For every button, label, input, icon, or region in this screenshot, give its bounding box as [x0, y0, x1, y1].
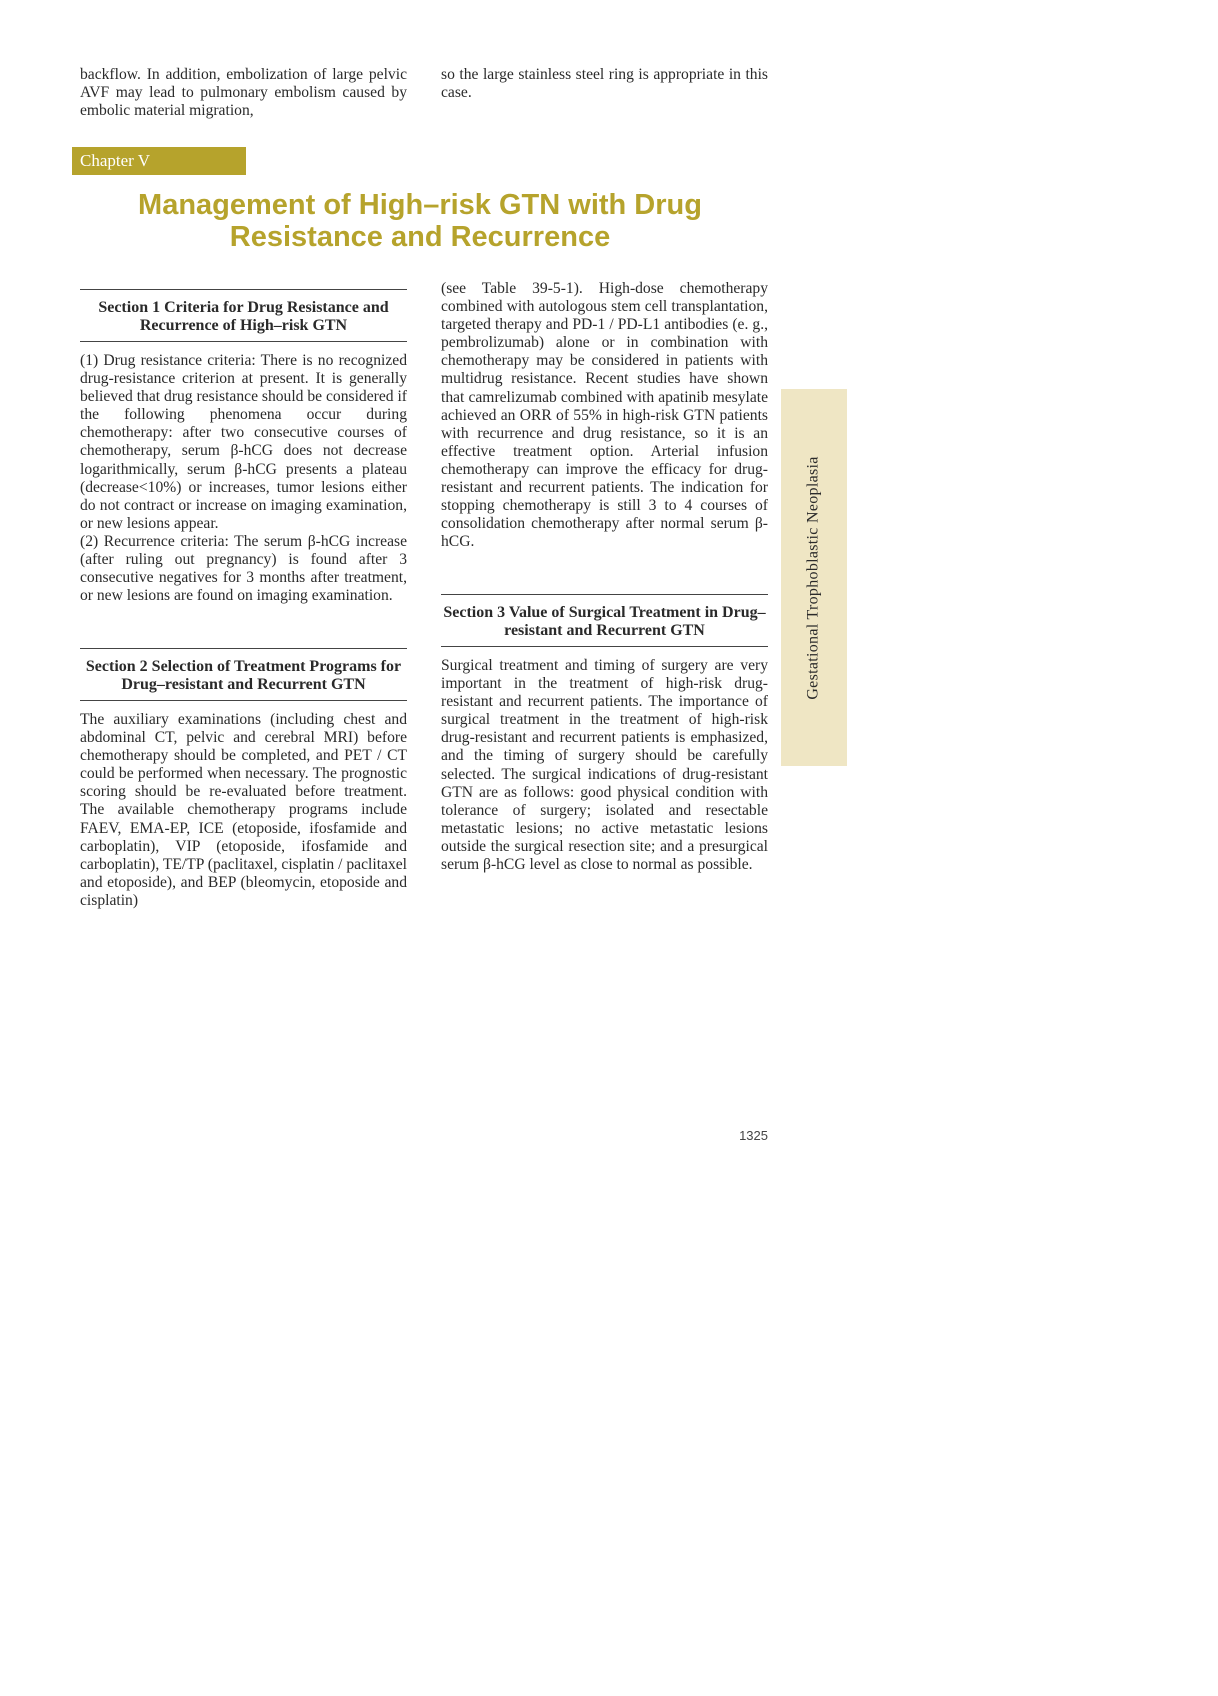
page-number: 1325: [739, 1128, 768, 1143]
section-2-paragraph: The auxiliary examinations (including chest and abdominal CT, pelvic and cerebral MRI) before chemotherapy should be completed, and PET / CT could be performed when necessary. The prognostic scoring should be re-evaluated before treatment. The available chemotherapy programs include FAEV, EMA-EP, ICE (etoposide, ifosfamide and carboplatin), VIP (etoposide, ifosfamide and carboplatin), TE/TP (paclitaxel, cisplatin / paclitaxel and etoposide), and BEP (bleomycin, etoposide and cisplatin): [80, 711, 407, 909]
section-2-heading: Section 2 Selection of Treatment Programs for Drug–resistant and Recurrent GTN: [80, 648, 407, 701]
drug-resistance-criteria-paragraph: (1) Drug resistance criteria: There is no recognized drug-resistance criterion at present. It is generally believed that drug resistance should be considered if the following phenomena occur during chemotherapy: after two consecutive courses of chemotherapy, serum β-hCG does not decrease logarithmically, serum β-hCG presents a plateau (decrease<10%) or increases, tumor lesions either do not contract or increase on imaging examination, or new lesions appear.: [80, 352, 407, 532]
chapter-label: Chapter V: [72, 147, 246, 175]
intro-right-paragraph: so the large stainless steel ring is appropriate in this case.: [441, 66, 768, 102]
chapter-side-tab: [781, 389, 847, 766]
section-2-continuation-paragraph: (see Table 39-5-1). High-dose chemotherapy combined with autologous stem cell transplantation, targeted therapy and PD-1 / PD-L1 antibodies (e. g., pembrolizumab) alone or in combination with chemotherapy may be considered in patients with multidrug resistance. Recent studies have shown that camrelizumab combined with apatinib mesylate achieved an ORR of 55% in high-risk GTN patients with recurrence and drug resistance, so it is an effective treatment option. Arterial infusion chemotherapy can improve the efficacy for drug-resistant and recurrent patients. The indication for stopping chemotherapy is still 3 to 4 courses of consolidation chemotherapy after normal serum β-hCG.: [441, 280, 768, 551]
side-tab-label: Gestational Trophoblastic Neoplasia: [805, 455, 823, 700]
recurrence-criteria-paragraph: (2) Recurrence criteria: The serum β-hCG increase (after ruling out pregnancy) is found after 3 consecutive negatives for 3 months after treatment, or new lesions are found on imaging examination.: [80, 532, 407, 605]
intro-left-paragraph: backflow. In addition, embolization of large pelvic AVF may lead to pulmonary embolism caused by embolic material migration,: [80, 66, 407, 120]
section-3-heading: Section 3 Value of Surgical Treatment in Drug–resistant and Recurrent GTN: [441, 594, 768, 647]
section-1-heading: Section 1 Criteria for Drug Resistance and Recurrence of High–risk GTN: [80, 289, 407, 342]
section-1-body: [80, 352, 407, 605]
chapter-title: Management of High–risk GTN with Drug Resistance and Recurrence: [138, 189, 702, 253]
section-3-paragraph: Surgical treatment and timing of surgery are very important in the treatment of high-risk drug-resistant and recurrent patients. The importance of surgical treatment in the treatment of high-risk drug-resistant and recurrent patients is emphasized, and the timing of surgery should be carefully selected. The surgical indications of drug-resistant GTN are as follows: good physical condition with tolerance of surgery; isolated and resectable metastatic lesions; no active metastatic lesions outside the surgical resection site; and a presurgical serum β-hCG level as close to normal as possible.: [441, 657, 768, 874]
